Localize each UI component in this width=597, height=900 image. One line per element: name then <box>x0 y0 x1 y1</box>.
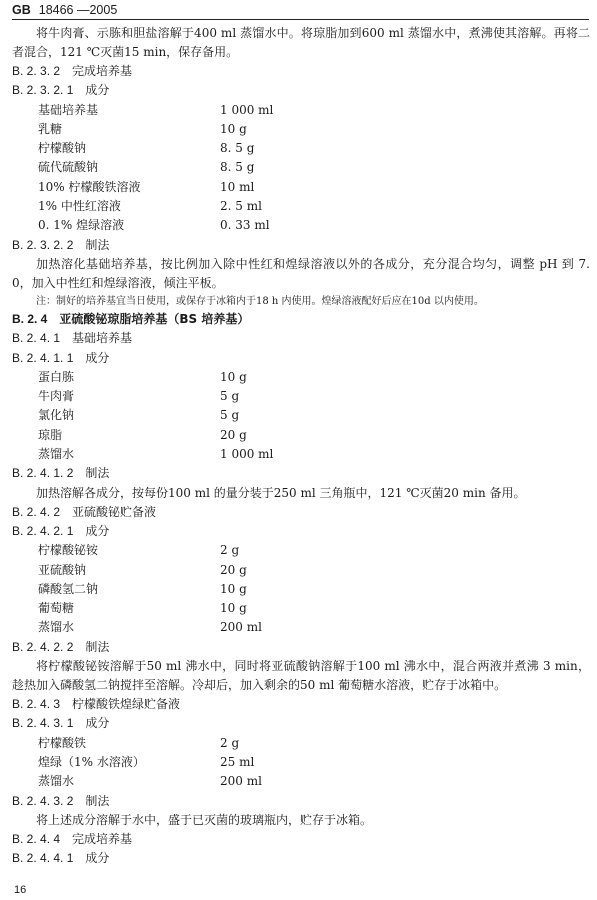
ingredient-amount: 10 g <box>220 581 247 596</box>
section-heading: B. 2. 4. 2. 2 制法 <box>12 639 110 654</box>
ingredient-row <box>12 753 590 772</box>
ingredient-name: 煌绿（1% 水溶液） <box>38 754 145 769</box>
ingredient-name: 硫代硫酸钠 <box>38 160 99 175</box>
ingredient-row <box>12 599 590 618</box>
standard-label: GB <box>12 3 31 17</box>
ingredient-list <box>12 734 590 792</box>
ingredient-row <box>12 158 590 177</box>
ingredient-amount: 2 g <box>220 543 240 558</box>
ingredient-amount: 20 g <box>220 562 247 577</box>
header-rule <box>12 19 589 20</box>
ingredient-amount: 10 ml <box>220 179 255 194</box>
note-text: 注：制好的培养基宜当日使用，或保存于冰箱内于18 h 内使用。煌绿溶液配好后应在10d 以内使用。 <box>36 295 484 307</box>
section-heading: B. 2. 3. 2 完成培养基 <box>12 64 133 78</box>
ingredient-row <box>12 580 590 599</box>
section-heading: B. 2. 4. 3 柠檬酸铁煌绿贮备液 <box>12 697 181 712</box>
ingredient-amount: 20 g <box>220 427 247 442</box>
ingredient-row <box>12 101 590 120</box>
section-heading: B. 2. 4. 1. 2 制法 <box>12 466 110 481</box>
ingredient-name: 琼脂 <box>38 427 63 442</box>
ingredient-name: 柠檬酸铁 <box>38 735 87 750</box>
standard-code: 18466 —2005 <box>38 3 118 17</box>
ingredient-row <box>12 406 590 425</box>
ingredient-name: 10% 柠檬酸铁溶液 <box>38 179 141 194</box>
method-paragraph: 将上述成分溶解于水中，盛于已灭菌的玻璃瓶内，贮存于冰箱。 <box>36 812 373 827</box>
ingredient-amount: 5 g <box>220 389 240 404</box>
ingredient-name: 柠檬酸钠 <box>38 141 87 156</box>
ingredient-row <box>12 618 590 637</box>
ingredient-amount: 1 000 ml <box>220 102 274 117</box>
ingredient-name: 柠檬酸铋铵 <box>38 543 99 558</box>
ingredient-amount: 1 000 ml <box>220 447 274 462</box>
page-number: 16 <box>14 884 27 896</box>
ingredient-name: 葡萄糖 <box>38 601 75 616</box>
ingredient-amount: 5 g <box>220 408 240 423</box>
ingredient-amount: 10 g <box>220 369 247 384</box>
ingredient-list <box>12 101 590 236</box>
section-heading: B. 2. 4 亚硫酸铋琼脂培养基（BS 培养基） <box>12 311 250 326</box>
ingredient-row <box>12 445 590 464</box>
ingredient-row <box>12 561 590 580</box>
method-paragraph: 加热溶解各成分，按每份100 ml 的量分装于250 ml 三角瓶中，121 ℃灭菌20 min 备用。 <box>36 485 526 500</box>
ingredient-name: 磷酸氢二钠 <box>38 581 99 596</box>
section-heading: B. 2. 4. 3. 1 成分 <box>12 716 110 731</box>
ingredient-name: 乳糖 <box>38 121 63 136</box>
section-heading: B. 2. 4. 3. 2 制法 <box>12 793 110 808</box>
ingredient-amount: 200 ml <box>220 774 262 789</box>
section-heading: B. 2. 4. 1 基础培养基 <box>12 331 133 346</box>
ingredient-row <box>12 139 590 158</box>
ingredient-name: 基础培养基 <box>38 102 99 117</box>
section-heading: B. 2. 4. 2 亚硫酸铋贮备液 <box>12 504 157 519</box>
ingredient-name: 蒸馏水 <box>38 447 75 462</box>
ingredient-row <box>12 216 590 235</box>
ingredient-row <box>12 772 590 791</box>
ingredient-amount: 2 g <box>220 735 240 750</box>
ingredient-name: 氯化钠 <box>38 408 75 423</box>
ingredient-amount: 10 g <box>220 121 247 136</box>
method-paragraph: 加热溶化基础培养基，按比例加入除中性红和煌绿溶液以外的各成分，充分混合均匀，调整 pH 到 7. 0，加入中性红和煌绿溶液，倾注平板。 <box>12 256 590 290</box>
intro-paragraph: 将牛肉膏、示胨和胆盐溶解于400 ml 蒸馏水中。将琼脂加到600 ml 蒸馏水中，煮沸使其溶解。再将二者混合，121 ℃灭菌15 min，保存备用。 <box>12 26 590 59</box>
ingredient-row <box>12 368 590 387</box>
ingredient-amount: 10 g <box>220 601 247 616</box>
ingredient-name: 蒸馏水 <box>38 620 75 635</box>
ingredient-name: 蒸馏水 <box>38 774 75 789</box>
ingredient-amount: 8. 5 g <box>220 160 255 175</box>
ingredient-list <box>12 541 590 637</box>
ingredient-list <box>12 368 590 464</box>
ingredient-amount: 2. 5 ml <box>220 199 262 214</box>
ingredient-name: 1% 中性红溶液 <box>38 199 121 214</box>
ingredient-row <box>12 197 590 216</box>
ingredient-amount: 25 ml <box>220 754 255 769</box>
ingredient-amount: 8. 5 g <box>220 141 255 156</box>
ingredient-row <box>12 734 590 753</box>
ingredient-row <box>12 387 590 406</box>
page-header <box>12 3 587 18</box>
section-heading: B. 2. 3. 2. 2 制法 <box>12 237 110 252</box>
ingredient-row <box>12 178 590 197</box>
ingredient-name: 0. 1% 煌绿溶液 <box>38 218 125 233</box>
ingredient-name: 牛肉膏 <box>38 389 75 404</box>
section-heading: B. 2. 4. 4. 1 成分 <box>12 851 110 866</box>
section-heading: B. 2. 4. 4 完成培养基 <box>12 831 133 846</box>
section-heading: B. 2. 4. 2. 1 成分 <box>12 523 110 538</box>
section-heading: B. 2. 3. 2. 1 成分 <box>12 83 110 98</box>
ingredient-name: 蛋白胨 <box>38 369 75 384</box>
ingredient-amount: 200 ml <box>220 620 262 635</box>
ingredient-row <box>12 426 590 445</box>
section-heading: B. 2. 4. 1. 1 成分 <box>12 350 110 365</box>
ingredient-name: 亚硫酸钠 <box>38 562 87 577</box>
ingredient-row <box>12 541 590 560</box>
method-paragraph: 将柠檬酸铋铵溶解于50 ml 沸水中，同时将亚硫酸钠溶解于100 ml 沸水中，混合两液并煮沸 3 min，趁热加入磷酸氢二钠搅拌至溶解。冷却后，加入剩余的50 ml 葡萄糖水溶液，贮存于冰箱中。 <box>12 659 590 693</box>
ingredient-amount: 0. 33 ml <box>220 218 270 233</box>
ingredient-row <box>12 120 590 139</box>
document-body <box>12 24 590 868</box>
